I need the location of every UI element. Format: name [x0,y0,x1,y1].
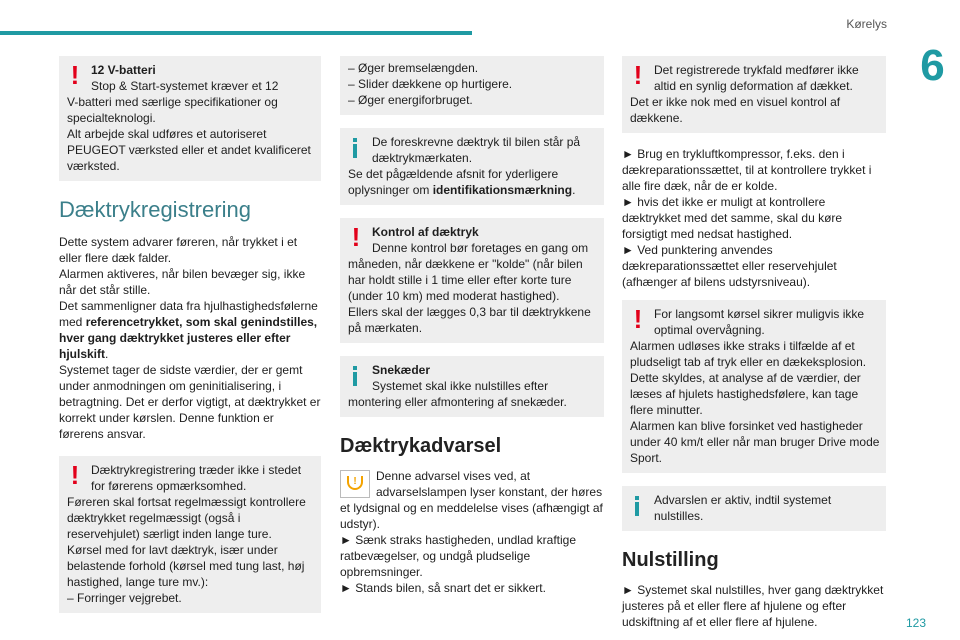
box-lead: Advarslen er aktiv, indtil systemet nulstilles. [654,493,832,523]
warning-box-slow-driving [622,300,886,473]
paragraph: Denne advarsel vises ved, at advarselslampen lyser konstant, der høres et lydsignal og en meddelelse vises (afhængigt af udstyr). [340,469,603,531]
info-icon [350,136,360,158]
paragraph: Dette system advarer føreren, når trykket i et eller flere dæk falder. [59,235,298,265]
box-text: V-batteri med særlige specifikationer og specialteknologi. [67,95,278,125]
header-accent-bar [0,31,472,35]
box-text: Se det pågældende afsnit for yderligere oplysninger om identifikationsmærkning. [348,167,576,197]
section-title: Kørelys [846,17,887,31]
list-item: – Slider dækkene op hurtigere. [348,77,513,91]
paragraph: Alarmen aktiveres, når bilen bevæger sig, ikke når det står stille. [59,267,306,297]
warning-box-battery [59,56,321,181]
emphasis: referencetrykket, som skal genindstilles, hver gang dæktrykket justeres eller efter hjulskift [59,315,318,361]
info-icon [350,364,360,386]
paragraph: ► hvis det ikke er muligt at kontrollere dæktrykket med det samme, skal du køre forsigtigt med nedsat hastighed. [622,195,843,241]
box-lead: Dæktrykregistrering træder ikke i stedet for førerens opmærksomhed. [91,463,302,493]
box-lead: For langsomt kørsel sikrer muligvis ikke optimal overvågning. [654,307,865,337]
box-text: Dette skyldes, at analyse af de værdier, der læses af hjulets hastighedsfølere, kan tage flere minutter. [630,371,861,417]
continued-list-box [340,56,604,115]
box-lead: De foreskrevne dæktryk til bilen står på dæktrykmærkaten. [372,135,581,165]
warning-exclamation-icon: ! [633,304,643,334]
box-text: Stop & Start-systemet kræver et 12 [91,79,279,93]
page-number: 123 [905,616,926,630]
warning-box-attention [59,456,321,613]
box-text: måneden, når dækkene er "kolde" (når bilen har holdt stille i 1 time eller efter korte ture (under 10 km) med moderat hastighed). [348,257,583,303]
box-text: Kørsel med for lavt dæktryk, især under belastende forhold (kørsel med tung last, høj hastighed, lange ture mv.): [67,543,305,589]
paragraph: ► Sænk straks hastigheden, undlad kraftige ratbevægelser, og undgå pludselige opbremsninger. [340,533,577,579]
warning-box-deformation [622,56,886,133]
paragraph: ► Systemet skal nulstilles, hver gang dæktrykket justeres på et eller flere af hjulene og efter udskiftning af et eller flere af hjulene. [622,583,884,629]
box-text: Ellers skal der lægges 0,3 bar til dæktrykkene på mærkaten. [348,305,591,335]
chapter-number: 6 [920,41,945,90]
box-text: montering eller afmontering af snekæder. [348,395,567,409]
box-text: Alarmen udløses ikke straks i tilfælde af et pludseligt tab af tryk eller en dækeksplosion. [630,339,867,369]
warning-exclamation-icon: ! [70,460,80,490]
section-heading: Dæktrykadvarsel [340,435,502,457]
paragraph: Systemet tager de sidste værdier, der er gemt under anmodningen om geninitialisering, i betragtning. Det er derfor vigtigt, at dæktrykket er korrekt under kørslen. Denne funktion er førerens ansvar. [59,363,321,441]
box-title: Kontrol af dæktryk [372,225,479,239]
paragraph: ► Stands bilen, så snart det er sikkert. [340,581,546,595]
box-title: Snekæder [372,363,431,377]
section-heading: Nulstilling [622,549,719,571]
warning-exclamation-icon: ! [351,222,361,252]
box-text: Denne kontrol bør foretages en gang om [372,241,589,255]
warning-exclamation-icon: ! [70,60,80,90]
warning-box-pressure-check [340,218,604,343]
box-lead: Det registrerede trykfald medfører ikke altid en synlig deformation af dækket. [654,63,859,93]
column-3 [622,56,886,630]
info-box-pressures [340,128,604,205]
column-1 [59,56,321,626]
section-heading: Dæktrykregistrering [59,197,251,222]
paragraph: ► Brug en trykluftkompressor, f.eks. den i dækreparationssættet, til at kontrollere trykket i alle fire dæk, når de er kolde. [622,147,872,193]
paragraph: Det sammenligner data fra hjulhastighedsfølerne med referencetrykket, som skal genindstilles, hver gang dæktrykket justeres eller efter hjulskift. [59,299,318,361]
list-item: – Øger bremselængden. [348,61,479,75]
box-title: 12 V-batteri [91,63,156,77]
emphasis: identifikationsmærkning [432,183,573,197]
info-box-alert-active [622,486,886,531]
box-text: – Forringer vejgrebet. [67,591,182,605]
info-icon [632,494,642,516]
info-box-snow-chains [340,356,604,417]
box-text: Det er ikke nok med en visuel kontrol af dækkene. [630,95,841,125]
list-item: – Øger energiforbruget. [348,93,473,107]
column-2 [340,56,604,596]
box-text: Alt arbejde skal udføres et autoriseret PEUGEOT værksted eller et andet kvalificeret værksted. [67,127,311,173]
box-text: Alarmen kan blive forsinket ved hastigheder under 40 km/t eller når man bruger Drive mode Sport. [630,419,880,465]
box-text: Systemet skal ikke nulstilles efter [372,379,549,393]
paragraph: ► Ved punktering anvendes dækreparationssættet eller reservehjulet (afhænger af bilens udstyrsniveau). [622,243,837,289]
box-text: Føreren skal fortsat regelmæssigt kontrollere dæktrykket regelmæssigt (også i reservehjulet) særligt inden lange ture. [67,495,306,541]
tire-pressure-warning-icon: ! [340,470,370,498]
warning-exclamation-icon: ! [633,60,643,90]
